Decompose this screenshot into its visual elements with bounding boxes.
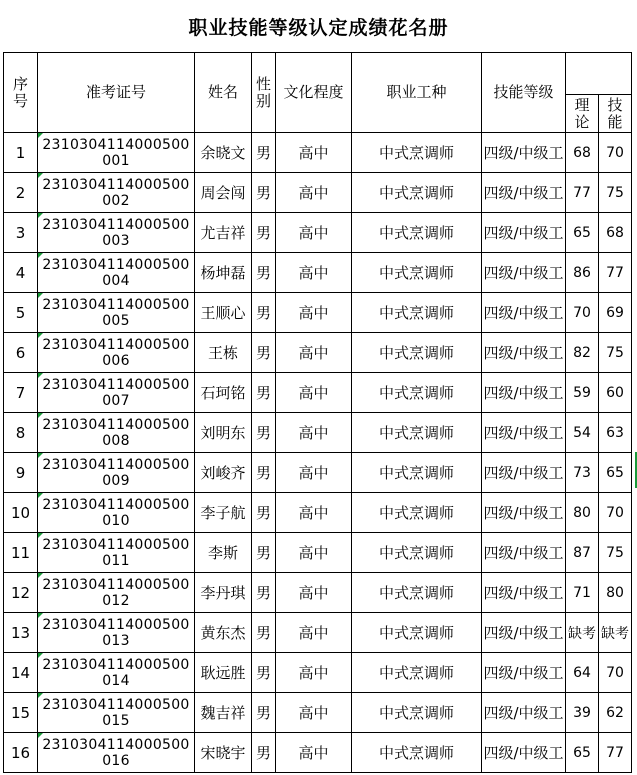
cell-occupation[interactable]: 中式烹调师: [352, 253, 482, 293]
cell-gender[interactable]: 男: [252, 133, 276, 173]
cell-seq[interactable]: 1: [4, 133, 38, 173]
cell-gender[interactable]: 男: [252, 293, 276, 333]
cell-theory[interactable]: 59: [566, 373, 599, 413]
cell-level[interactable]: 四级/中级工: [482, 333, 566, 373]
cell-theory[interactable]: 68: [566, 133, 599, 173]
cell-theory[interactable]: 缺考: [566, 613, 599, 653]
cell-level[interactable]: 四级/中级工: [482, 413, 566, 453]
cell-exam-no[interactable]: 2310304114000500004: [38, 253, 195, 293]
cell-gender[interactable]: 男: [252, 573, 276, 613]
table-row: [4, 533, 632, 573]
cell-exam-no[interactable]: 2310304114000500005: [38, 293, 195, 333]
cell-occupation[interactable]: 中式烹调师: [352, 493, 482, 533]
cell-gender[interactable]: 男: [252, 653, 276, 693]
cell-name[interactable]: 王栋: [195, 333, 252, 373]
cell-name[interactable]: 余晓文: [195, 133, 252, 173]
cell-theory[interactable]: 71: [566, 573, 599, 613]
cell-level[interactable]: 四级/中级工: [482, 733, 566, 773]
cell-level[interactable]: 四级/中级工: [482, 173, 566, 213]
header-occupation[interactable]: 职业工种: [352, 53, 482, 133]
cell-education[interactable]: 高中: [276, 533, 352, 573]
cell-occupation[interactable]: 中式烹调师: [352, 573, 482, 613]
header-name[interactable]: 姓名: [195, 53, 252, 133]
cell-theory[interactable]: 87: [566, 533, 599, 573]
cell-theory[interactable]: 65: [566, 733, 599, 773]
page-title: 职业技能等级认定成绩花名册: [188, 16, 449, 39]
cell-skill[interactable]: 62: [599, 693, 632, 733]
table-row: [4, 133, 632, 173]
cell-seq[interactable]: 6: [4, 333, 38, 373]
cell-occupation[interactable]: 中式烹调师: [352, 653, 482, 693]
cell-skill[interactable]: 60: [599, 373, 632, 413]
cell-education[interactable]: 高中: [276, 333, 352, 373]
cell-skill[interactable]: 75: [599, 533, 632, 573]
cell-name[interactable]: 刘峻齐: [195, 453, 252, 493]
cell-occupation[interactable]: 中式烹调师: [352, 613, 482, 653]
cell-gender[interactable]: 男: [252, 413, 276, 453]
cell-seq[interactable]: 7: [4, 373, 38, 413]
cell-education[interactable]: 高中: [276, 653, 352, 693]
cell-name[interactable]: 黄东杰: [195, 613, 252, 653]
cell-education[interactable]: 高中: [276, 693, 352, 733]
cell-skill[interactable]: 75: [599, 173, 632, 213]
cell-skill[interactable]: 70: [599, 133, 632, 173]
header-exam-no[interactable]: 准考证号: [38, 53, 195, 133]
cell-skill[interactable]: 68: [599, 213, 632, 253]
header-score-group[interactable]: [566, 53, 632, 95]
cell-occupation[interactable]: 中式烹调师: [352, 413, 482, 453]
table-body: [4, 133, 632, 773]
cell-name[interactable]: 尤吉祥: [195, 213, 252, 253]
cell-education[interactable]: 高中: [276, 493, 352, 533]
cell-gender[interactable]: 男: [252, 173, 276, 213]
cell-theory[interactable]: 65: [566, 213, 599, 253]
cell-skill[interactable]: 75: [599, 333, 632, 373]
cell-exam-no[interactable]: 2310304114000500013: [38, 613, 195, 653]
table-row: [4, 253, 632, 293]
cell-gender[interactable]: 男: [252, 533, 276, 573]
cell-level[interactable]: 四级/中级工: [482, 373, 566, 413]
cell-name[interactable]: 宋晓宇: [195, 733, 252, 773]
cell-theory[interactable]: 77: [566, 173, 599, 213]
cell-exam-no[interactable]: 2310304114000500001: [38, 133, 195, 173]
cell-occupation[interactable]: 中式烹调师: [352, 333, 482, 373]
cell-education[interactable]: 高中: [276, 413, 352, 453]
cell-occupation[interactable]: 中式烹调师: [352, 533, 482, 573]
cell-theory[interactable]: 82: [566, 333, 599, 373]
cell-education[interactable]: 高中: [276, 293, 352, 333]
table-row: [4, 493, 632, 533]
cell-education[interactable]: 高中: [276, 373, 352, 413]
table-row: [4, 573, 632, 613]
cell-gender[interactable]: 男: [252, 253, 276, 293]
cell-name[interactable]: 李丹琪: [195, 573, 252, 613]
cell-name[interactable]: 刘明东: [195, 413, 252, 453]
cell-level[interactable]: 四级/中级工: [482, 213, 566, 253]
cell-exam-no[interactable]: 2310304114000500003: [38, 213, 195, 253]
cell-education[interactable]: 高中: [276, 213, 352, 253]
cell-skill[interactable]: 63: [599, 413, 632, 453]
table-row: [4, 173, 632, 213]
table-row: [4, 293, 632, 333]
cell-seq[interactable]: 15: [4, 693, 38, 733]
cell-name[interactable]: 魏吉祥: [195, 693, 252, 733]
cell-name[interactable]: 李子航: [195, 493, 252, 533]
table-row: [4, 613, 632, 653]
header-seq[interactable]: 序号: [4, 53, 38, 133]
cell-exam-no[interactable]: 2310304114000500012: [38, 573, 195, 613]
cell-exam-no[interactable]: 2310304114000500002: [38, 173, 195, 213]
table-row: [4, 733, 632, 773]
cell-gender[interactable]: 男: [252, 493, 276, 533]
table-row: [4, 653, 632, 693]
cell-name[interactable]: 耿远胜: [195, 653, 252, 693]
cell-education[interactable]: 高中: [276, 133, 352, 173]
cell-exam-no[interactable]: 2310304114000500014: [38, 653, 195, 693]
cell-exam-no[interactable]: 2310304114000500010: [38, 493, 195, 533]
cell-skill[interactable]: 77: [599, 253, 632, 293]
cell-exam-no[interactable]: 2310304114000500009: [38, 453, 195, 493]
cell-level[interactable]: 四级/中级工: [482, 253, 566, 293]
cell-seq[interactable]: 9: [4, 453, 38, 493]
cell-level[interactable]: 四级/中级工: [482, 653, 566, 693]
cell-seq[interactable]: 11: [4, 533, 38, 573]
cell-seq[interactable]: 5: [4, 293, 38, 333]
cell-gender[interactable]: 男: [252, 213, 276, 253]
cell-education[interactable]: 高中: [276, 173, 352, 213]
table-row: [4, 413, 632, 453]
table-row: [4, 213, 632, 253]
cell-education[interactable]: 高中: [276, 573, 352, 613]
cell-seq[interactable]: 12: [4, 573, 38, 613]
cell-theory[interactable]: 80: [566, 493, 599, 533]
cell-seq[interactable]: 16: [4, 733, 38, 773]
cell-occupation[interactable]: 中式烹调师: [352, 133, 482, 173]
cell-gender[interactable]: 男: [252, 733, 276, 773]
header-gender[interactable]: 性别: [252, 53, 276, 133]
cell-occupation[interactable]: 中式烹调师: [352, 733, 482, 773]
cell-level[interactable]: 四级/中级工: [482, 533, 566, 573]
header-theory[interactable]: 理论: [566, 95, 599, 133]
cell-exam-no[interactable]: 2310304114000500016: [38, 733, 195, 773]
cell-skill[interactable]: 65: [599, 453, 632, 493]
cell-name[interactable]: 杨坤磊: [195, 253, 252, 293]
cell-gender[interactable]: 男: [252, 693, 276, 733]
cell-gender[interactable]: 男: [252, 373, 276, 413]
cell-exam-no[interactable]: 2310304114000500008: [38, 413, 195, 453]
cell-level[interactable]: 四级/中级工: [482, 493, 566, 533]
table-row: [4, 373, 632, 413]
header-level[interactable]: 技能等级: [482, 53, 566, 133]
cell-name[interactable]: 李斯: [195, 533, 252, 573]
cell-skill[interactable]: 缺考: [599, 613, 632, 653]
cell-level[interactable]: 四级/中级工: [482, 133, 566, 173]
cell-theory[interactable]: 70: [566, 293, 599, 333]
cell-occupation[interactable]: 中式烹调师: [352, 693, 482, 733]
cell-education[interactable]: 高中: [276, 613, 352, 653]
cell-occupation[interactable]: 中式烹调师: [352, 213, 482, 253]
cell-occupation[interactable]: 中式烹调师: [352, 173, 482, 213]
cell-exam-no[interactable]: 2310304114000500007: [38, 373, 195, 413]
cell-gender[interactable]: 男: [252, 613, 276, 653]
cell-seq[interactable]: 14: [4, 653, 38, 693]
cell-exam-no[interactable]: 2310304114000500006: [38, 333, 195, 373]
cell-skill[interactable]: 70: [599, 493, 632, 533]
table-row: [4, 693, 632, 733]
cell-skill[interactable]: 70: [599, 653, 632, 693]
cell-education[interactable]: 高中: [276, 253, 352, 293]
cell-name[interactable]: 王顺心: [195, 293, 252, 333]
cell-gender[interactable]: 男: [252, 333, 276, 373]
cell-occupation[interactable]: 中式烹调师: [352, 453, 482, 493]
cell-seq[interactable]: 4: [4, 253, 38, 293]
cell-gender[interactable]: 男: [252, 453, 276, 493]
cell-seq[interactable]: 3: [4, 213, 38, 253]
score-table: [3, 52, 632, 773]
cell-theory[interactable]: 39: [566, 693, 599, 733]
cell-education[interactable]: 高中: [276, 733, 352, 773]
cell-level[interactable]: 四级/中级工: [482, 293, 566, 333]
cell-theory[interactable]: 64: [566, 653, 599, 693]
cell-level[interactable]: 四级/中级工: [482, 573, 566, 613]
cell-seq[interactable]: 13: [4, 613, 38, 653]
cell-theory[interactable]: 86: [566, 253, 599, 293]
header-skill[interactable]: 技能: [599, 95, 632, 133]
header-row: [4, 53, 632, 95]
table-row: [4, 333, 632, 373]
cell-name[interactable]: 周会闯: [195, 173, 252, 213]
cell-name[interactable]: 石珂铭: [195, 373, 252, 413]
cell-exam-no[interactable]: 2310304114000500011: [38, 533, 195, 573]
cell-occupation[interactable]: 中式烹调师: [352, 373, 482, 413]
cell-seq[interactable]: 2: [4, 173, 38, 213]
cell-occupation[interactable]: 中式烹调师: [352, 293, 482, 333]
table-row: [4, 453, 632, 493]
cell-seq[interactable]: 10: [4, 493, 38, 533]
cell-level[interactable]: 四级/中级工: [482, 453, 566, 493]
cell-level[interactable]: 四级/中级工: [482, 693, 566, 733]
cell-skill[interactable]: 69: [599, 293, 632, 333]
cell-skill[interactable]: 80: [599, 573, 632, 613]
cell-theory[interactable]: 54: [566, 413, 599, 453]
cell-education[interactable]: 高中: [276, 453, 352, 493]
cell-exam-no[interactable]: 2310304114000500015: [38, 693, 195, 733]
cell-theory[interactable]: 73: [566, 453, 599, 493]
cell-skill[interactable]: 77: [599, 733, 632, 773]
header-education[interactable]: 文化程度: [276, 53, 352, 133]
cell-seq[interactable]: 8: [4, 413, 38, 453]
cell-level[interactable]: 四级/中级工: [482, 613, 566, 653]
